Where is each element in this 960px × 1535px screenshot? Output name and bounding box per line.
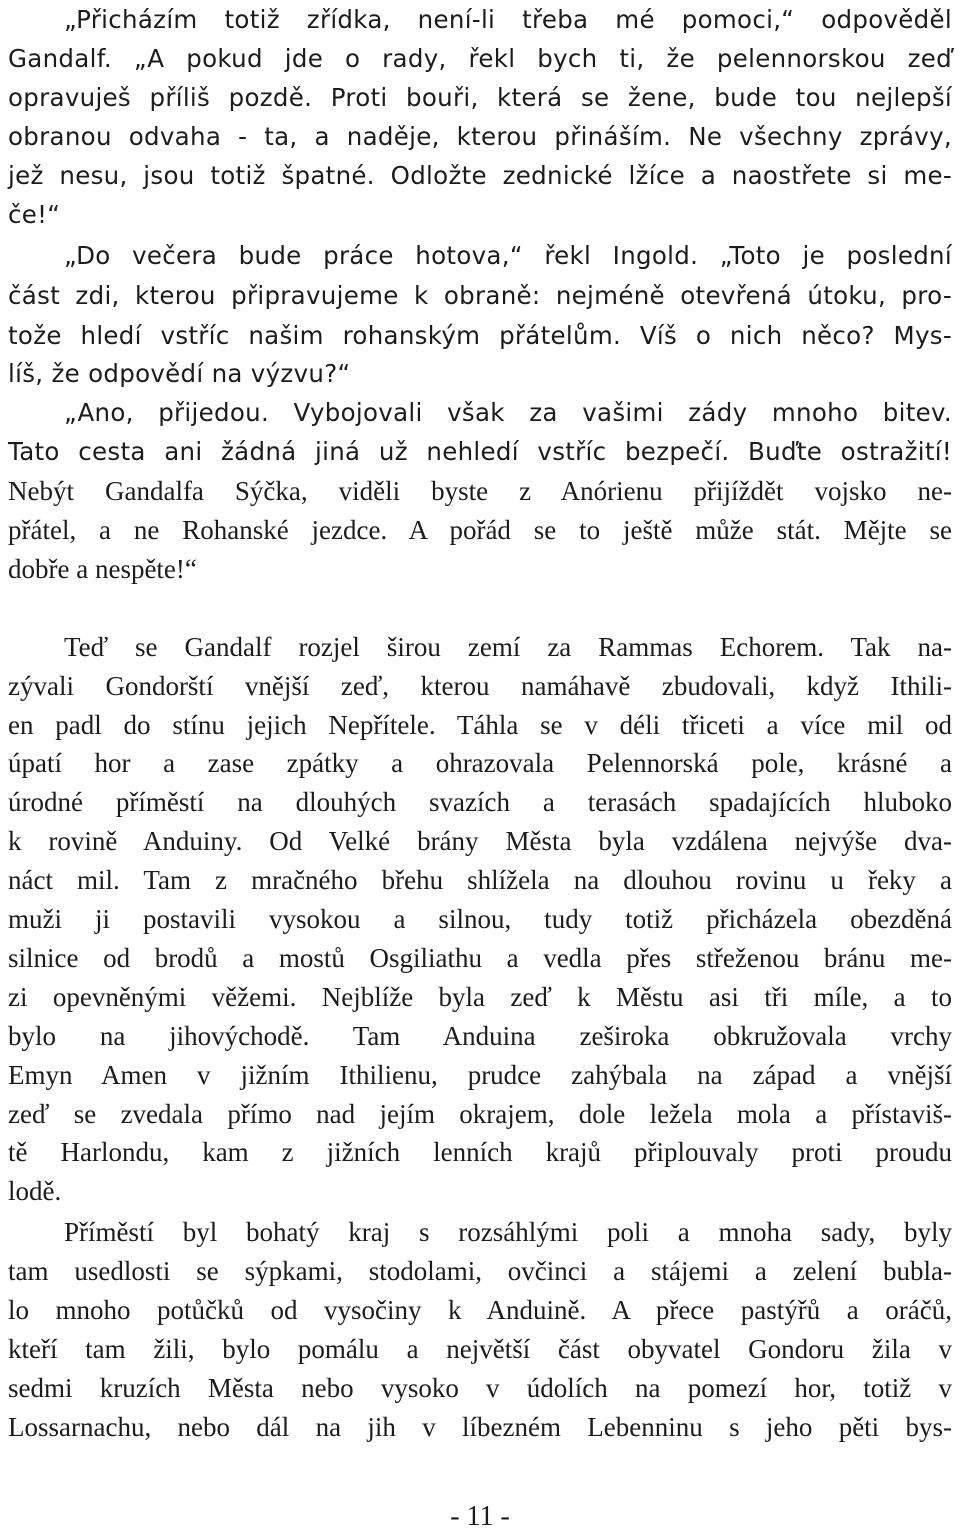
text-line: sedmi kruzích Města nebo vysoko v údolích na pomezí hor, totiž v (8, 1372, 952, 1403)
text-line: náct mil. Tam z mračného břehu shlížela na dlouhou rovinu u řeky a (8, 865, 952, 896)
text-line: bylo na jihovýchodě. Tam Anduina zeširoka obkružovala vrchy (8, 1020, 952, 1051)
page-number: - 11 - (450, 1501, 510, 1532)
text-line: „Do večera bude práce hotova,“ řekl Ingold. „Toto je poslední (64, 240, 952, 270)
text-line: lodě. (8, 1176, 62, 1207)
text-line: zi opevněnými věžemi. Nejblíže byla zeď k Městu asi tři míle, a to (8, 981, 952, 1012)
text-line: Nebýt Gandalfa Sýčka, viděli byste z Anórienu přijíždět vojsko ne- (8, 476, 952, 507)
text-line: „Přicházím totiž zřídka, není-li třeba mé pomoci,“ odpověděl (64, 5, 952, 34)
text-line: Gandalf. „A pokud jde o rady, řekl bych ti, že pelennorskou zeď (8, 43, 952, 73)
text-line: k rovině Anduiny. Od Velké brány Města byla vzdálena nejvýše dva- (8, 826, 952, 857)
text-line: kteří tam žili, bylo pomálu a největší část obyvatel Gondoru žila v (8, 1334, 952, 1365)
text-line: zývali Gondorští vnější zeď, kterou namáhavě zbudovali, když Ithili- (8, 670, 952, 701)
text-line: muži ji postavili vysokou a silnou, tudy totiž přicházela obezděná (8, 904, 952, 935)
text-line: „Ano, přijedou. Vybojovali však za vašimi zády mnoho bitev. (64, 398, 952, 428)
text-line: če!“ (8, 199, 61, 229)
text-line: tože hledí vstříc našim rohanským přátelům. Víš o nich něco? Mys- (8, 320, 952, 350)
text-line: Příměstí byl bohatý kraj s rozsáhlými poli a mnoha sady, byly (64, 1217, 952, 1248)
text-line: en padl do stínu jejich Nepřítele. Táhla se v déli třiceti a více mil od (8, 709, 952, 740)
text-line: tě Harlondu, kam z jižních lenních krajů připlouvaly proti proudu (8, 1137, 952, 1168)
text-line: Tato cesta ani žádná jiná už nehledí vstříc bezpečí. Buďte ostražití! (8, 437, 952, 467)
text-line: Emyn Amen v jižním Ithilienu, prudce zahýbala na západ a vnější (8, 1059, 952, 1090)
text-line: úpatí hor a zase zpátky a ohrazovala Pelennorská pole, krásné a (8, 748, 952, 779)
text-line: opravuješ příliš pozdě. Proti bouři, která se žene, bude tou nejlepší (8, 82, 952, 112)
text-line: dobře a nespěte!“ (8, 553, 197, 584)
text-line: část zdi, kterou připravujeme k obraně: nejméně otevřená útoku, pro- (8, 280, 952, 310)
text-line: silnice od brodů a mostů Osgiliathu a vedla přes střeženou bránu me- (8, 942, 952, 973)
text-line: lo mnoho potůčků od vysočiny k Anduině. A přece pastýřů a oráčů, (8, 1295, 952, 1326)
text-line: Teď se Gandalf rozjel širou zemí za Rammas Echorem. Tak na- (64, 631, 952, 662)
text-line: líš, že odpovědí na výzvu?“ (8, 359, 351, 389)
text-line: zeď se zvedala přímo nad jejím okrajem, dole ležela mola a přístaviš- (8, 1098, 952, 1129)
text-line: přátel, a ne Rohanské jezdce. A pořád se to ještě může stát. Mějte se (8, 515, 952, 546)
text-line: tam usedlosti se sýpkami, stodolami, ovčinci a stájemi a zelení bubla- (8, 1256, 952, 1287)
text-line: Lossarnachu, nebo dál na jih v líbezném Lebenninu s jeho pěti bys- (8, 1411, 952, 1442)
text-line: úrodné příměstí na dlouhých svazích a terasách spadajících hluboko (8, 787, 952, 818)
text-line: jež nesu, jsou totiž špatné. Odložte zednické lžíce a naostřete si me- (8, 160, 952, 190)
text-line: obranou odvaha - ta, a naděje, kterou přináším. Ne všechny zprávy, (8, 121, 952, 151)
